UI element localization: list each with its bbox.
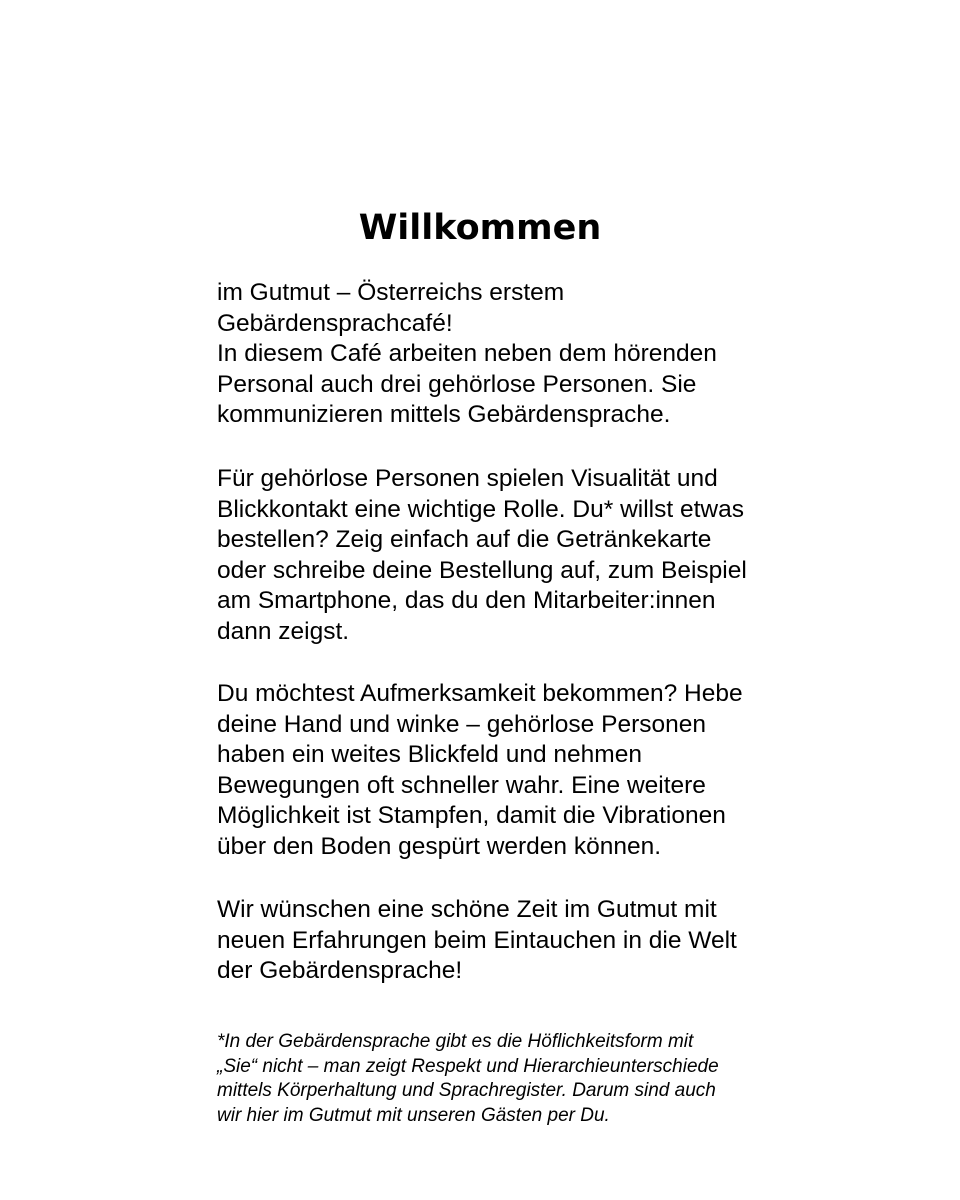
footnote-line: mittels Körperhaltung und Sprachregister. Darum sind auch	[217, 1080, 716, 1101]
paragraph-line: deine Hand und winke – gehörlose Personen	[217, 710, 706, 738]
footnote	[217, 1030, 777, 1128]
paragraph-closing	[217, 895, 777, 987]
paragraph-intro	[217, 278, 777, 431]
paragraph-line: Wir wünschen eine schöne Zeit im Gutmut mit	[217, 896, 717, 923]
paragraph-line: Personal auch drei gehörlose Personen. Sie	[217, 370, 697, 398]
paragraph-line: Möglichkeit ist Stampfen, damit die Vibrationen	[217, 802, 726, 829]
footnote-line: wir hier im Gutmut mit unseren Gästen per Du.	[217, 1104, 610, 1126]
paragraph-line: oder schreibe deine Bestellung auf, zum Beispiel	[217, 556, 747, 584]
paragraph-line: im Gutmut – Österreichs erstem	[217, 279, 565, 306]
footnote-line: „Sie“ nicht – man zeigt Respekt und Hierarchieunterschiede	[217, 1055, 719, 1077]
paragraph-line: Gebärdensprachcafé!	[217, 309, 453, 337]
paragraph-ordering	[217, 464, 777, 647]
paragraph-line: haben ein weites Blickfeld und nehmen	[217, 741, 642, 768]
paragraph-line: Du möchtest Aufmerksamkeit bekommen? Hebe	[217, 680, 743, 707]
paragraph-line: Bewegungen oft schneller wahr. Eine weitere	[217, 771, 706, 799]
paragraph-line: bestellen? Zeig einfach auf die Getränkekarte	[217, 526, 712, 553]
paragraph-line: kommunizieren mittels Gebärdensprache.	[217, 401, 671, 428]
footnote-line: *In der Gebärdensprache gibt es die Höflichkeitsform mit	[217, 1031, 694, 1052]
paragraph-line: am Smartphone, das du den Mitarbeiter:innen	[217, 587, 716, 614]
paragraph-line: der Gebärdensprache!	[217, 957, 463, 984]
paragraph-line: neuen Erfahrungen beim Eintauchen in die Welt	[217, 926, 737, 954]
paragraph-line: In diesem Café arbeiten neben dem hörenden	[217, 340, 717, 367]
paragraph-line: Blickkontakt eine wichtige Rolle. Du* willst etwas	[217, 495, 744, 523]
paragraph-attention	[217, 679, 777, 862]
paragraph-line: über den Boden gespürt werden können.	[217, 832, 662, 860]
paragraph-line: Für gehörlose Personen spielen Visualität und	[217, 465, 718, 492]
page-title: Willkommen	[358, 208, 602, 248]
paragraph-line: dann zeigst.	[217, 617, 350, 645]
